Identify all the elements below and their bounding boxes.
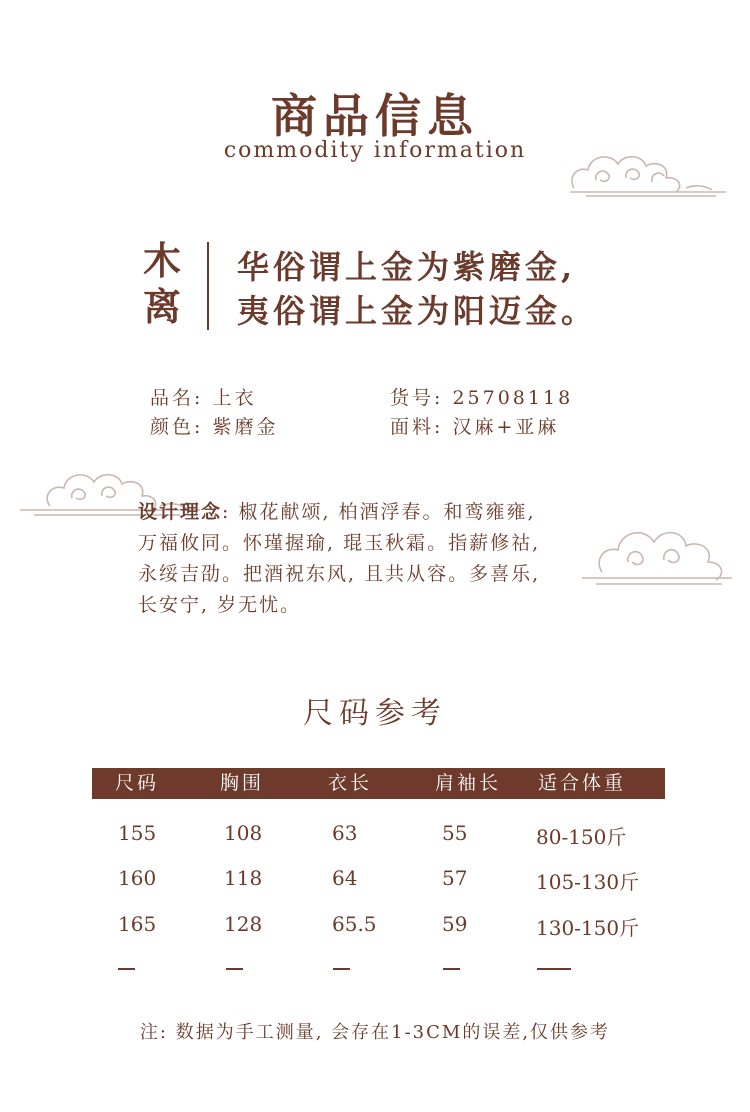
cell-shoulder-sleeve: 55 xyxy=(442,821,468,845)
poem-line-2: 夷俗谓上金为阳迈金。 xyxy=(237,292,598,330)
info-fabric-value: 汉麻+亚麻 xyxy=(452,416,560,438)
empty-cell-dash xyxy=(226,968,243,970)
cell-chest: 108 xyxy=(224,821,263,845)
design-line-4: 长安宁, 岁无忧。 xyxy=(138,594,302,616)
info-name-value: 上衣 xyxy=(212,387,257,409)
cell-size: 160 xyxy=(118,866,157,890)
info-color-value: 紫磨金 xyxy=(212,416,279,438)
cell-chest: 128 xyxy=(224,912,263,936)
cell-size: 155 xyxy=(118,821,157,845)
cell-weight: 80-150斤 xyxy=(536,825,627,849)
header-weight: 适合体重 xyxy=(538,772,627,794)
cell-chest: 118 xyxy=(224,866,263,890)
brand-poem xyxy=(237,245,597,333)
design-line-1-text: : 椒花献颂, 柏酒浮春。和鸾雍雍, xyxy=(222,501,536,523)
cell-length: 64 xyxy=(332,866,358,890)
info-sku-label: 货号: xyxy=(390,387,444,409)
poem-line-1: 华俗谓上金为紫磨金, xyxy=(237,248,577,286)
info-fabric-label: 面料: xyxy=(390,416,444,438)
cell-length: 65.5 xyxy=(332,912,377,936)
empty-cell-dash xyxy=(443,968,460,970)
cell-shoulder-sleeve: 57 xyxy=(442,866,468,890)
empty-cell-dash xyxy=(118,968,135,970)
info-fabric xyxy=(390,412,559,439)
header-shoulder-sleeve: 肩袖长 xyxy=(435,772,502,794)
info-name xyxy=(150,383,256,410)
brand-char-2: 离 xyxy=(143,284,182,329)
design-line-1 xyxy=(138,497,618,528)
info-sku xyxy=(390,383,573,410)
page-subtitle: commodity information xyxy=(223,138,527,163)
info-color-label: 颜色: xyxy=(150,416,204,438)
measurement-note: 注: 数据为手工测量, 会存在1-3CM的误差,仅供参考 xyxy=(139,1022,611,1043)
empty-cell-dash xyxy=(537,968,571,970)
design-concept xyxy=(138,497,618,621)
info-name-label: 品名: xyxy=(150,387,204,409)
design-line-3: 永绥吉劭。把酒祝东风, 且共从容。多喜乐, xyxy=(138,563,541,585)
brand-divider xyxy=(207,242,209,330)
design-label: 设计理念 xyxy=(138,501,223,523)
size-section-title: 尺码参考 xyxy=(303,696,447,731)
info-color xyxy=(150,412,278,439)
header-length: 衣长 xyxy=(328,772,373,794)
page-title: 商品信息 xyxy=(271,89,479,143)
brand-char-1: 木 xyxy=(143,238,182,283)
size-table-header xyxy=(92,768,665,799)
design-line-2: 万福攸同。怀瑾握瑜, 琨玉秋霜。指薪修祜, xyxy=(138,532,541,554)
header-size: 尺码 xyxy=(115,772,160,794)
info-sku-value: 25708118 xyxy=(452,387,574,409)
brand-name xyxy=(143,238,189,330)
header-chest: 胸围 xyxy=(220,772,265,794)
cell-size: 165 xyxy=(118,912,157,936)
empty-cell-dash xyxy=(333,968,350,970)
cell-weight: 130-150斤 xyxy=(536,916,640,940)
cell-shoulder-sleeve: 59 xyxy=(442,912,468,936)
cell-weight: 105-130斤 xyxy=(536,870,640,894)
cell-length: 63 xyxy=(332,821,358,845)
